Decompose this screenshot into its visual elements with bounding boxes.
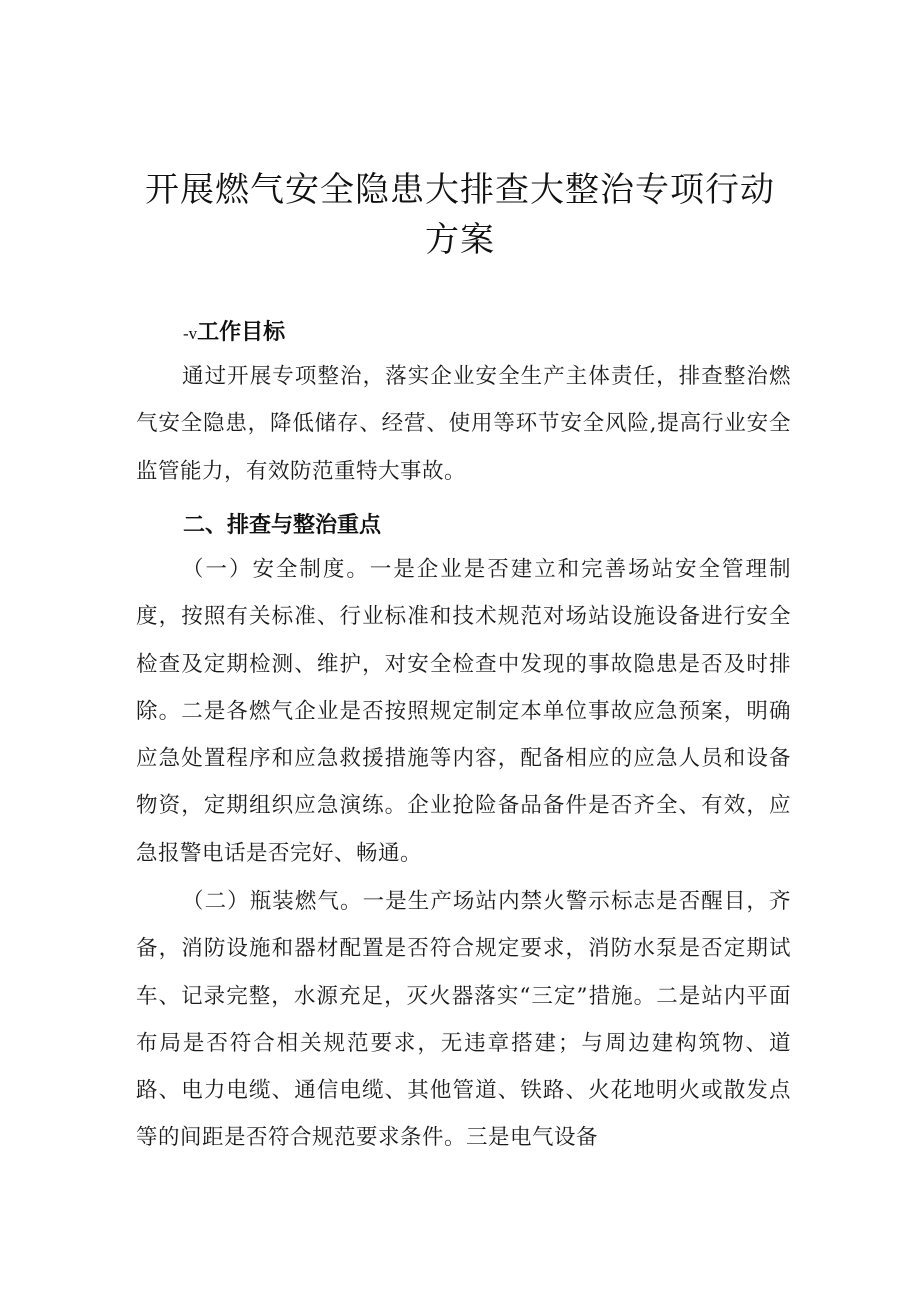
section-heading-work-goals <box>183 315 285 346</box>
section-heading-inspection-focus: 二、排查与整治重点 <box>183 513 382 538</box>
paragraph-bottled-gas: （二）瓶装燃气。一是生产场站内禁火警示标志是否醒目，齐备，消防设施和器材配置是否符合规定要求，消防水泵是否定期试车、记录完整，水源充足，灭火器落实“三定”措施。二是站内平面布局是否符合相关规范要求，无违章搭建；与周边建构筑物、道路、电力电缆、通信电缆、其他管道、铁路、火花地明火或散发点等的间距是否符合规范要求条件。三是电气设备 <box>136 889 791 1151</box>
section-heading-text: 工作目标 <box>197 320 286 345</box>
document-title-line-1: 开展燃气安全隐患大排查大整治专项行动 <box>145 170 775 210</box>
paragraph-safety-system: （一）安全制度。一是企业是否建立和完善场站安全管理制度，按照有关标准、行业标准和技术规范对场站设施设备进行安全检查及定期检测、维护，对安全检查中发现的事故隐患是否及时排除。二是各燃气企业是否按照规定制定本单位事故应急预案，明确应急处置程序和应急救援措施等内容，配备相应的应急人员和设备物资，定期组织应急演练。企业抢险备品备件是否齐全、有效，应急报警电话是否完好、畅通。 <box>136 557 791 866</box>
paragraph-work-goals: 通过开展专项整治，落实企业安全生产主体责任，排查整治燃气安全隐患，降低储存、经营、使用等环节安全风险,提高行业安全监管能力，有效防范重特大事故。 <box>136 364 791 484</box>
section-number-marker: -v <box>183 324 198 343</box>
document-title-line-2: 方案 <box>425 220 495 260</box>
